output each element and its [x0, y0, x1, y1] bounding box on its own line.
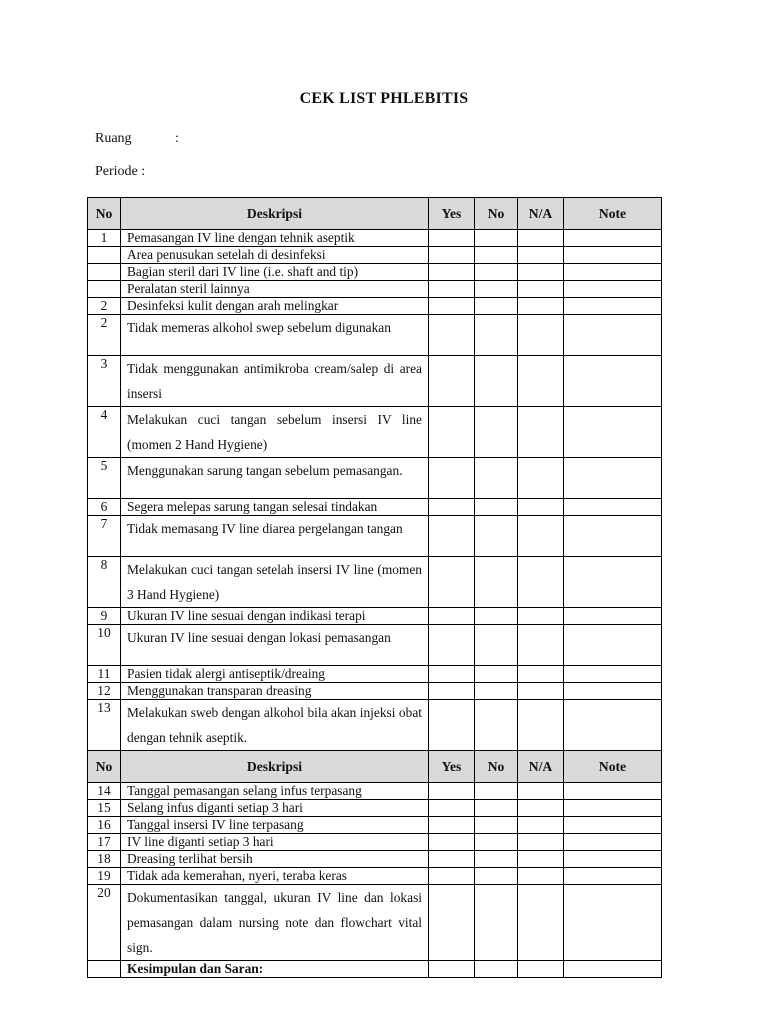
na-checkbox-cell[interactable]	[518, 407, 564, 458]
row-description: Dreasing terlihat bersih	[121, 851, 429, 868]
yes-checkbox-cell[interactable]	[429, 499, 475, 516]
header-note: Note	[564, 751, 662, 783]
row-number: 3	[88, 356, 121, 407]
yes-checkbox-cell[interactable]	[429, 516, 475, 557]
conclusion-section	[88, 961, 662, 978]
na-checkbox-cell[interactable]	[518, 683, 564, 700]
note-cell[interactable]	[564, 557, 662, 608]
note-cell[interactable]	[564, 247, 662, 264]
note-cell[interactable]	[564, 458, 662, 499]
yes-checkbox-cell[interactable]	[429, 247, 475, 264]
na-checkbox-cell[interactable]	[518, 356, 564, 407]
no-checkbox-cell[interactable]	[475, 666, 518, 683]
table-row	[88, 407, 662, 458]
na-checkbox-cell[interactable]	[518, 608, 564, 625]
row-number: 12	[88, 683, 121, 700]
note-cell[interactable]	[564, 700, 662, 751]
note-cell[interactable]	[564, 298, 662, 315]
no-checkbox-cell[interactable]	[475, 683, 518, 700]
note-cell[interactable]	[564, 264, 662, 281]
yes-checkbox-cell[interactable]	[429, 868, 475, 885]
na-checkbox-cell[interactable]	[518, 783, 564, 800]
conclusion-no-cell	[88, 961, 121, 978]
row-number: 20	[88, 885, 121, 961]
row-description: Pasien tidak alergi antiseptik/dreaing	[121, 666, 429, 683]
header-no: No	[88, 198, 121, 230]
yes-checkbox-cell[interactable]	[429, 961, 475, 978]
na-checkbox-cell[interactable]	[518, 247, 564, 264]
no-checkbox-cell[interactable]	[475, 315, 518, 356]
ruang-colon: :	[175, 131, 179, 146]
periode-label: Periode :	[95, 164, 146, 179]
yes-checkbox-cell[interactable]	[429, 625, 475, 666]
yes-checkbox-cell[interactable]	[429, 608, 475, 625]
row-number: 19	[88, 868, 121, 885]
no-checkbox-cell[interactable]	[475, 817, 518, 834]
table-row	[88, 868, 662, 885]
ruang-label: Ruang	[95, 131, 132, 146]
table-row	[88, 885, 662, 961]
na-checkbox-cell[interactable]	[518, 700, 564, 751]
yes-checkbox-cell[interactable]	[429, 264, 475, 281]
table-row	[88, 700, 662, 751]
table-row	[88, 851, 662, 868]
row-number: 1	[88, 230, 121, 247]
row-number: 9	[88, 608, 121, 625]
no-checkbox-cell[interactable]	[475, 868, 518, 885]
no-checkbox-cell[interactable]	[475, 557, 518, 608]
note-cell[interactable]	[564, 625, 662, 666]
row-description: Melakukan cuci tangan setelah insersi IV line (momen 3 Hand Hygiene)	[121, 557, 429, 608]
na-checkbox-cell[interactable]	[518, 666, 564, 683]
note-cell[interactable]	[564, 516, 662, 557]
yes-checkbox-cell[interactable]	[429, 407, 475, 458]
yes-checkbox-cell[interactable]	[429, 834, 475, 851]
header-yes: Yes	[429, 751, 475, 783]
table-header-row	[88, 198, 662, 230]
na-checkbox-cell[interactable]	[518, 834, 564, 851]
note-cell[interactable]	[564, 666, 662, 683]
row-description: Area penusukan setelah di desinfeksi	[121, 247, 429, 264]
row-description: Peralatan steril lainnya	[121, 281, 429, 298]
no-checkbox-cell[interactable]	[475, 458, 518, 499]
na-checkbox-cell[interactable]	[518, 868, 564, 885]
row-description: Tidak memeras alkohol swep sebelum digunakan	[121, 315, 429, 356]
note-cell[interactable]	[564, 230, 662, 247]
yes-checkbox-cell[interactable]	[429, 885, 475, 961]
checklist-section-2	[88, 783, 662, 961]
no-checkbox-cell[interactable]	[475, 608, 518, 625]
na-checkbox-cell[interactable]	[518, 557, 564, 608]
row-description: Menggunakan sarung tangan sebelum pemasangan.	[121, 458, 429, 499]
note-cell[interactable]	[564, 356, 662, 407]
row-description: Tidak menggunakan antimikroba cream/salep di area insersi	[121, 356, 429, 407]
header-note: Note	[564, 198, 662, 230]
no-checkbox-cell[interactable]	[475, 516, 518, 557]
no-checkbox-cell[interactable]	[475, 851, 518, 868]
no-checkbox-cell[interactable]	[475, 783, 518, 800]
table-row	[88, 608, 662, 625]
table-row	[88, 281, 662, 298]
table-row	[88, 356, 662, 407]
na-checkbox-cell[interactable]	[518, 458, 564, 499]
yes-checkbox-cell[interactable]	[429, 557, 475, 608]
row-description: Bagian steril dari IV line (i.e. shaft and tip)	[121, 264, 429, 281]
note-cell[interactable]	[564, 817, 662, 834]
table-row	[88, 683, 662, 700]
no-checkbox-cell[interactable]	[475, 885, 518, 961]
note-cell[interactable]	[564, 885, 662, 961]
note-cell[interactable]	[564, 851, 662, 868]
row-number: 15	[88, 800, 121, 817]
row-number: 2	[88, 298, 121, 315]
row-number: 18	[88, 851, 121, 868]
no-checkbox-cell[interactable]	[475, 625, 518, 666]
header-deskripsi: Deskripsi	[121, 751, 429, 783]
periode-field	[95, 164, 145, 180]
row-description: Pemasangan IV line dengan tehnik aseptik	[121, 230, 429, 247]
checklist-section-1	[88, 230, 662, 751]
table-row	[88, 230, 662, 247]
row-description: Tidak ada kemerahan, nyeri, teraba keras	[121, 868, 429, 885]
na-checkbox-cell[interactable]	[518, 499, 564, 516]
no-checkbox-cell[interactable]	[475, 281, 518, 298]
note-cell[interactable]	[564, 608, 662, 625]
row-description: IV line diganti setiap 3 hari	[121, 834, 429, 851]
header-na: N/A	[518, 198, 564, 230]
row-number: 7	[88, 516, 121, 557]
na-checkbox-cell[interactable]	[518, 281, 564, 298]
no-checkbox-cell[interactable]	[475, 834, 518, 851]
na-checkbox-cell[interactable]	[518, 817, 564, 834]
no-checkbox-cell[interactable]	[475, 230, 518, 247]
yes-checkbox-cell[interactable]	[429, 458, 475, 499]
table-row	[88, 625, 662, 666]
na-checkbox-cell[interactable]	[518, 516, 564, 557]
note-cell[interactable]	[564, 834, 662, 851]
row-description: Tanggal insersi IV line terpasang	[121, 817, 429, 834]
yes-checkbox-cell[interactable]	[429, 683, 475, 700]
note-cell[interactable]	[564, 499, 662, 516]
table-row	[88, 666, 662, 683]
row-number: 2	[88, 315, 121, 356]
na-checkbox-cell[interactable]	[518, 851, 564, 868]
yes-checkbox-cell[interactable]	[429, 298, 475, 315]
conclusion-label: Kesimpulan dan Saran:	[121, 961, 429, 978]
table-row	[88, 817, 662, 834]
no-checkbox-cell[interactable]	[475, 700, 518, 751]
row-description: Segera melepas sarung tangan selesai tindakan	[121, 499, 429, 516]
header-yes: Yes	[429, 198, 475, 230]
row-number: 10	[88, 625, 121, 666]
header-na: N/A	[518, 751, 564, 783]
row-description: Tanggal pemasangan selang infus terpasang	[121, 783, 429, 800]
na-checkbox-cell[interactable]	[518, 800, 564, 817]
note-cell[interactable]	[564, 800, 662, 817]
table-row	[88, 247, 662, 264]
row-number	[88, 264, 121, 281]
yes-checkbox-cell[interactable]	[429, 230, 475, 247]
row-number: 11	[88, 666, 121, 683]
no-checkbox-cell[interactable]	[475, 499, 518, 516]
no-checkbox-cell[interactable]	[475, 298, 518, 315]
row-number: 16	[88, 817, 121, 834]
table-row	[88, 557, 662, 608]
row-number: 4	[88, 407, 121, 458]
document-title: CEK LIST PHLEBITIS	[299, 90, 469, 107]
row-number: 14	[88, 783, 121, 800]
yes-checkbox-cell[interactable]	[429, 851, 475, 868]
yes-checkbox-cell[interactable]	[429, 356, 475, 407]
note-cell[interactable]	[564, 683, 662, 700]
ruang-field	[95, 131, 179, 147]
table-row	[88, 499, 662, 516]
table-row	[88, 315, 662, 356]
row-description: Menggunakan transparan dreasing	[121, 683, 429, 700]
table-header-row-2	[88, 751, 662, 783]
row-number: 13	[88, 700, 121, 751]
header-no-answer: No	[475, 198, 518, 230]
no-checkbox-cell[interactable]	[475, 961, 518, 978]
yes-checkbox-cell[interactable]	[429, 666, 475, 683]
row-number: 5	[88, 458, 121, 499]
row-number: 6	[88, 499, 121, 516]
row-description: Selang infus diganti setiap 3 hari	[121, 800, 429, 817]
na-checkbox-cell[interactable]	[518, 230, 564, 247]
row-description: Tidak memasang IV line diarea pergelangan tangan	[121, 516, 429, 557]
phlebitis-checklist-table	[87, 197, 662, 978]
row-number	[88, 281, 121, 298]
note-cell[interactable]	[564, 315, 662, 356]
na-checkbox-cell[interactable]	[518, 298, 564, 315]
row-description: Ukuran IV line sesuai dengan indikasi terapi	[121, 608, 429, 625]
table-row	[88, 264, 662, 281]
table-row	[88, 800, 662, 817]
row-description: Melakukan sweb dengan alkohol bila akan injeksi obat dengan tehnik aseptik.	[121, 700, 429, 751]
row-number	[88, 247, 121, 264]
na-checkbox-cell[interactable]	[518, 961, 564, 978]
note-cell[interactable]	[564, 783, 662, 800]
conclusion-row	[88, 961, 662, 978]
row-description: Desinfeksi kulit dengan arah melingkar	[121, 298, 429, 315]
row-description: Ukuran IV line sesuai dengan lokasi pemasangan	[121, 625, 429, 666]
no-checkbox-cell[interactable]	[475, 264, 518, 281]
na-checkbox-cell[interactable]	[518, 625, 564, 666]
note-cell[interactable]	[564, 961, 662, 978]
na-checkbox-cell[interactable]	[518, 885, 564, 961]
note-cell[interactable]	[564, 281, 662, 298]
na-checkbox-cell[interactable]	[518, 264, 564, 281]
yes-checkbox-cell[interactable]	[429, 783, 475, 800]
yes-checkbox-cell[interactable]	[429, 315, 475, 356]
row-number: 17	[88, 834, 121, 851]
note-cell[interactable]	[564, 868, 662, 885]
table-row	[88, 298, 662, 315]
yes-checkbox-cell[interactable]	[429, 700, 475, 751]
table-row	[88, 783, 662, 800]
header-deskripsi: Deskripsi	[121, 198, 429, 230]
row-number: 8	[88, 557, 121, 608]
no-checkbox-cell[interactable]	[475, 800, 518, 817]
table-row	[88, 516, 662, 557]
checklist-section-2-header	[88, 751, 662, 783]
header-no: No	[88, 751, 121, 783]
no-checkbox-cell[interactable]	[475, 407, 518, 458]
row-description: Melakukan cuci tangan sebelum insersi IV line (momen 2 Hand Hygiene)	[121, 407, 429, 458]
table-row	[88, 834, 662, 851]
no-checkbox-cell[interactable]	[475, 356, 518, 407]
na-checkbox-cell[interactable]	[518, 315, 564, 356]
table-row	[88, 458, 662, 499]
yes-checkbox-cell[interactable]	[429, 800, 475, 817]
note-cell[interactable]	[564, 407, 662, 458]
header-no-answer: No	[475, 751, 518, 783]
yes-checkbox-cell[interactable]	[429, 817, 475, 834]
yes-checkbox-cell[interactable]	[429, 281, 475, 298]
no-checkbox-cell[interactable]	[475, 247, 518, 264]
row-description: Dokumentasikan tanggal, ukuran IV line dan lokasi pemasangan dalam nursing note dan flowchart vital sign.	[121, 885, 429, 961]
